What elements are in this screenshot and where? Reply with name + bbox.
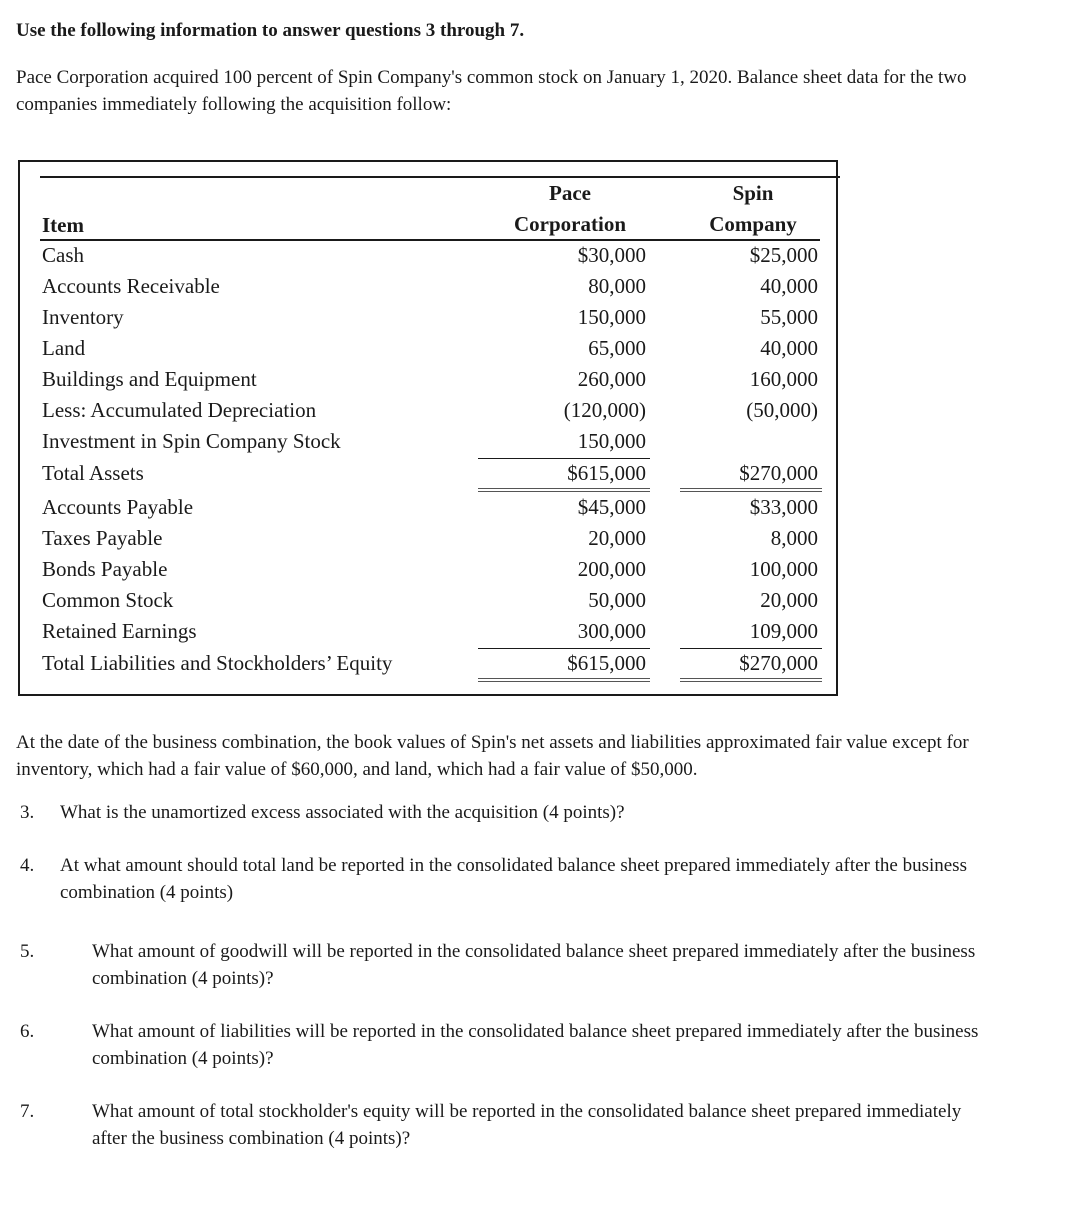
spin-value: 40,000 [760,274,818,298]
pace-value: $45,000 [577,495,646,519]
column-header-pace [490,178,650,240]
table-row [20,554,836,585]
table-row [20,364,836,395]
instructions-heading: Use the following information to answer questions 3 through 7. [16,20,525,41]
spin-value: 100,000 [749,557,818,581]
question-3 [0,799,1050,826]
question-text: What amount of goodwill will be reported in the consolidated balance sheet prepared immediately after the business combination (4 points)? [92,941,976,989]
table-row [20,523,836,554]
spin-value: $25,000 [749,243,818,267]
spin-value: 8,000 [770,526,818,550]
question-7 [0,1098,1050,1152]
spin-value: (50,000) [746,398,818,422]
spin-value: 55,000 [760,305,818,329]
spin-value: $270,000 [739,651,818,675]
double-rule-pace [478,678,650,682]
question-text: What amount of total stockholder's equity will be reported in the consolidated balance sheet prepared immediately after the business combination (4 points)? [92,1101,962,1149]
pace-value: $615,000 [567,461,646,485]
question-number: 7. [20,1101,35,1122]
question-number: 4. [20,855,35,876]
row-label: Less: Accumulated Depreciation [42,398,317,422]
table-row [20,240,836,271]
question-text: At what amount should total land be reported in the consolidated balance sheet prepared immediately after the business combination (4 points) [60,855,967,903]
fair-value-paragraph: At the date of the business combination, the book values of Spin's net assets and liabilities approximated fair value except for inventory, which had a fair value of $60,000, and land, which had a fair value of $50,000. [16,732,969,780]
row-label: Total Liabilities and Stockholders’ Equity [42,651,393,675]
table-row [20,395,836,426]
question-text: What amount of liabilities will be reported in the consolidated balance sheet prepared immediately after the business combination (4 points)? [92,1021,979,1069]
table-row [20,333,836,364]
column-header-spin-line1: Spin [732,181,774,205]
column-header-item: Item [42,213,84,237]
pace-value: 80,000 [588,274,646,298]
spin-value: 20,000 [760,588,818,612]
spin-value: 109,000 [749,619,818,643]
pace-value: $615,000 [567,651,646,675]
pace-value: 150,000 [577,429,646,453]
pace-value: 20,000 [588,526,646,550]
pace-value: 50,000 [588,588,646,612]
table-row-total-liabilities-equity [20,648,836,679]
column-header-pace-line2: Corporation [514,212,626,236]
pace-value: 260,000 [577,367,646,391]
row-label: Buildings and Equipment [42,367,257,391]
column-header-pace-line1: Pace [549,181,591,205]
pace-value: 150,000 [577,305,646,329]
pace-value: (120,000) [563,398,646,422]
table-row [20,302,836,333]
question-4 [0,852,1050,906]
row-label: Inventory [42,305,124,329]
question-number: 3. [20,802,35,823]
spin-value: $33,000 [749,495,818,519]
row-label: Common Stock [42,588,174,612]
pace-value: 300,000 [577,619,646,643]
question-text: What is the unamortized excess associated with the acquisition (4 points)? [60,802,625,823]
row-label: Total Assets [42,461,144,485]
row-label: Retained Earnings [42,619,197,643]
question-5 [0,938,1050,992]
row-label: Cash [42,243,84,267]
table-row [20,585,836,616]
table-row [20,616,836,647]
row-label: Bonds Payable [42,557,168,581]
question-6 [0,1018,1050,1072]
balance-sheet-table [18,160,838,696]
pace-value: 200,000 [577,557,646,581]
table-row [20,426,836,457]
pace-value: 65,000 [588,336,646,360]
column-header-spin-line2: Company [709,212,797,236]
pace-value: $30,000 [577,243,646,267]
row-label: Accounts Receivable [42,274,220,298]
row-label: Taxes Payable [42,526,163,550]
table-row-total-assets [20,458,836,489]
question-number: 5. [20,941,35,962]
spin-value: 40,000 [760,336,818,360]
double-rule-spin [680,678,822,682]
spin-value: $270,000 [739,461,818,485]
row-label: Accounts Payable [42,495,194,519]
table-row [20,271,836,302]
table-row [20,492,836,523]
row-label: Land [42,336,86,360]
spin-value: 160,000 [749,367,818,391]
row-label: Investment in Spin Company Stock [42,429,341,453]
column-header-spin [688,178,818,240]
question-number: 6. [20,1021,35,1042]
intro-paragraph: Pace Corporation acquired 100 percent of Spin Company's common stock on January 1, 2020. Balance sheet data for the two companies immediately following the acquisition follow: [16,67,967,115]
